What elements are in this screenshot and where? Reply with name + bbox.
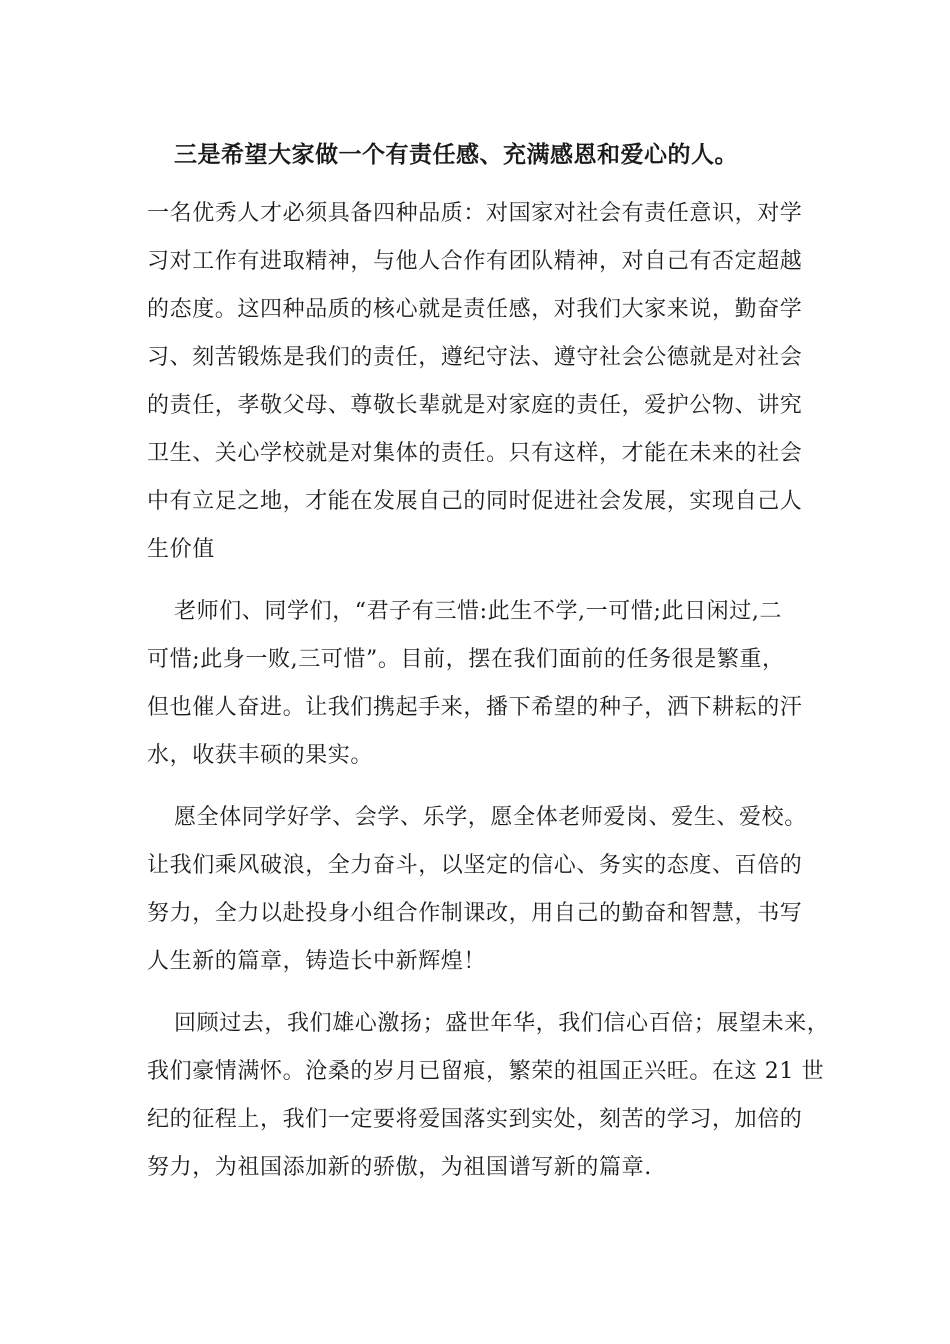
paragraph-4-line-1: 回顾过去，我们雄心激扬；盛世年华，我们信心百倍；展望未来， — [174, 1011, 830, 1036]
paragraph-3-line-4: 人生新的篇章，铸造长中新辉煌！ — [147, 949, 487, 974]
paragraph-3-line-3: 努力，全力以赴投身小组合作制课改，用自己的勤奋和智慧，书写 — [147, 901, 803, 926]
paragraph-1-line-2: 习对工作有进取精神，与他人合作有团队精神，对自己有否定超越 — [147, 249, 803, 274]
paragraph-2-line-1: 老师们、同学们，“君子有三惜:此生不学,一可惜;此日闲过,二 — [174, 599, 783, 624]
paragraph-1-line-4: 习、刻苦锻炼是我们的责任，遵纪守法、遵守社会公德就是对社会 — [147, 345, 803, 370]
paragraph-2-line-4: 水，收获丰硕的果实。 — [147, 743, 374, 768]
paragraph-4-line-2: 我们豪情满怀。沧桑的岁月已留痕，繁荣的祖国正兴旺。在这 21 世 — [147, 1059, 825, 1084]
paragraph-1-line-3: 的态度。这四种品质的核心就是责任感，对我们大家来说，勤奋学 — [147, 297, 803, 322]
paragraph-3-line-1: 愿全体同学好学、会学、乐学，愿全体老师爱岗、爱生、爱校。 — [174, 805, 807, 830]
paragraph-2-line-2: 可惜;此身一败,三可惜”。目前，摆在我们面前的任务很是繁重， — [147, 647, 785, 672]
section-heading: 三是希望大家做一个有责任感、充满感恩和爱心的人。 — [174, 141, 738, 168]
paragraph-4-line-4: 努力，为祖国添加新的骄傲，为祖国谱写新的篇章. — [147, 1155, 652, 1180]
paragraph-1-line-6: 卫生、关心学校就是对集体的责任。只有这样，才能在未来的社会 — [147, 441, 803, 466]
paragraph-3-line-2: 让我们乘风破浪，全力奋斗，以坚定的信心、务实的态度、百倍的 — [147, 853, 803, 878]
paragraph-1-line-7: 中有立足之地，才能在发展自己的同时促进社会发展，实现自己人 — [147, 489, 803, 514]
paragraph-1-line-1: 一名优秀人才必须具备四种品质：对国家对社会有责任意识，对学 — [147, 201, 803, 226]
paragraph-2-line-3: 但也催人奋进。让我们携起手来，播下希望的种子，洒下耕耘的汗 — [147, 695, 803, 720]
paragraph-1-line-5: 的责任，孝敬父母、尊敬长辈就是对家庭的责任，爱护公物、讲究 — [147, 393, 803, 418]
paragraph-4-line-3: 纪的征程上，我们一定要将爱国落实到实处，刻苦的学习，加倍的 — [147, 1107, 803, 1132]
paragraph-1-line-8: 生价值 — [147, 537, 215, 562]
